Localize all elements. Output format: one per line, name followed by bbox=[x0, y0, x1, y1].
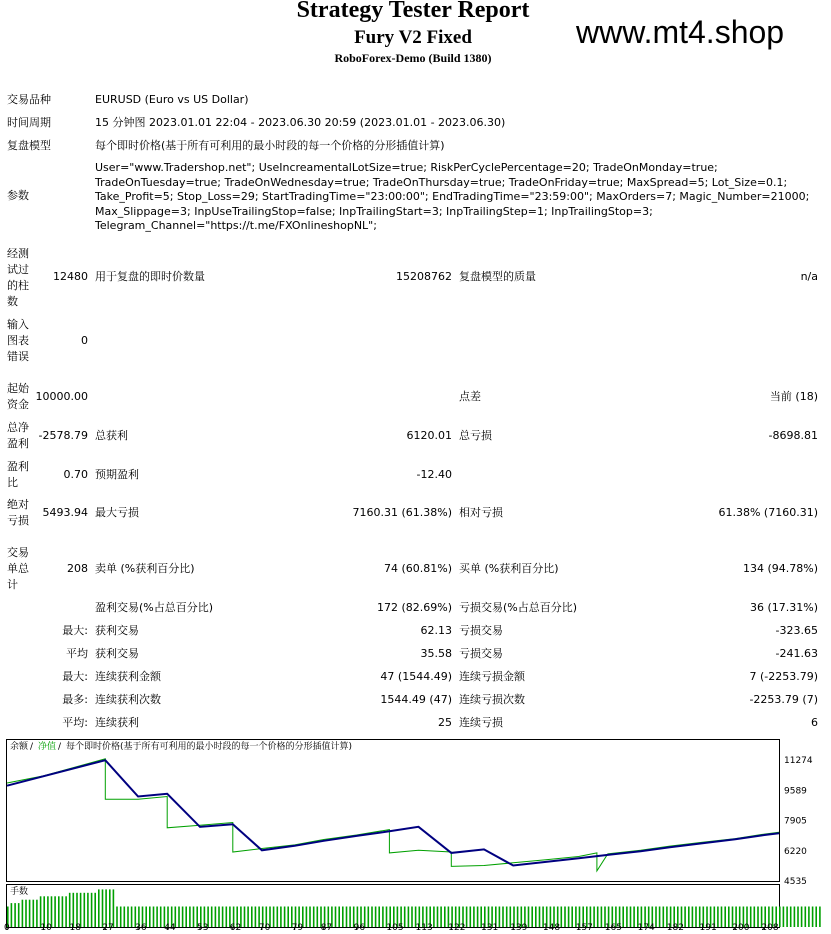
lot-bar bbox=[477, 907, 479, 928]
lot-bar bbox=[437, 907, 439, 928]
spread-label: 点差 bbox=[459, 390, 481, 403]
gross-loss-label: 总亏损 bbox=[459, 429, 492, 442]
largest-profit-label: 获利交易 bbox=[95, 624, 139, 637]
short-trades-label: 卖单 (%获利百分比) bbox=[95, 562, 195, 575]
spread-value: 当前 (18) bbox=[769, 390, 818, 403]
lot-bar bbox=[812, 907, 814, 928]
x-tick-label: 131 bbox=[481, 923, 499, 933]
lot-bar bbox=[754, 907, 756, 928]
lot-bar bbox=[815, 907, 817, 928]
lot-bar bbox=[717, 907, 719, 928]
lot-bar bbox=[29, 900, 31, 927]
lot-bar bbox=[116, 907, 118, 928]
lot-bar bbox=[189, 907, 191, 928]
lot-bar bbox=[371, 907, 373, 928]
avg-cons-label: 平均: bbox=[62, 716, 88, 729]
lot-bar bbox=[215, 907, 217, 928]
profit-factor-value: 0.70 bbox=[63, 468, 88, 481]
lot-bar bbox=[663, 907, 665, 928]
lot-bar bbox=[408, 907, 410, 928]
short-trades-value: 74 (60.81%) bbox=[383, 562, 452, 575]
avg-profit-value: 35.58 bbox=[420, 647, 452, 660]
lot-bar bbox=[440, 907, 442, 928]
lot-bar bbox=[73, 893, 75, 927]
avg-cons-win-value: 25 bbox=[438, 716, 452, 729]
lot-bar bbox=[786, 907, 788, 928]
lot-bar bbox=[222, 907, 224, 928]
params-value: User="www.Tradershop.net"; UseIncreamentalLotSize=true; RiskPerCyclePercentage=20; TradeOnMonday=true; TradeOnTuesday=true; TradeOnWednesday=true; TradeOnThursday=true; TradeOnFriday=true; MaxSpread=5; Lot_Size=0.1; Take_Profit=5; Stop_Loss=29; StartTradingTime="23:00:00"; EndTradingTime="23:59:00"; MaxOrders=7; Magic_Number=21000; Max_Slippage=3; InpUseTrailingStop=false; InpTrailingStart=3; InpTrailingStep=1; InpTrailingStop=3; Telegram_Channel="https://t.me/FXOnlineshopNL"; bbox=[95, 161, 810, 232]
lot-bar bbox=[506, 907, 508, 928]
legend-model: 每个即时价格(基于所有可利用的最小时段的每一个价格的分形插值计算) bbox=[66, 742, 353, 752]
average-label: 平均 bbox=[66, 647, 88, 660]
lot-bar bbox=[182, 907, 184, 928]
lot-bar bbox=[375, 907, 377, 928]
x-tick-label: 44 bbox=[164, 923, 176, 933]
x-tick-label: 96 bbox=[353, 923, 366, 933]
lot-bar bbox=[247, 907, 249, 928]
lot-bar bbox=[597, 907, 599, 928]
cons-wins-amt-value: 47 (1544.49) bbox=[380, 670, 452, 683]
lot-bar bbox=[346, 907, 348, 928]
lot-bar bbox=[69, 893, 71, 927]
lot-bar bbox=[808, 907, 810, 928]
lot-bar bbox=[153, 907, 155, 928]
expected-payoff-label: 预期盈利 bbox=[95, 468, 139, 481]
maximum-label: 最大: bbox=[62, 670, 88, 683]
lot-bar bbox=[779, 907, 781, 928]
x-tick-label: 113 bbox=[415, 923, 433, 933]
lot-bar bbox=[160, 907, 162, 928]
lot-bar bbox=[149, 907, 151, 928]
legend-equity: 净值 bbox=[38, 742, 57, 752]
lot-bar bbox=[185, 907, 187, 928]
x-tick-label: 200 bbox=[732, 923, 750, 933]
period-value: 15 分钟图 2023.01.01 22:04 - 2023.06.30 20:59 (2023.01.01 - 2023.06.30) bbox=[95, 116, 506, 129]
lot-bar bbox=[313, 907, 315, 928]
long-trades-label: 买单 (%获利百分比) bbox=[459, 562, 559, 575]
largest-loss-label: 亏损交易 bbox=[459, 624, 503, 637]
x-tick-label: 122 bbox=[448, 923, 466, 933]
lot-bar bbox=[444, 907, 446, 928]
lot-bar bbox=[317, 907, 319, 928]
lot-bar bbox=[113, 889, 115, 927]
quality-value: n/a bbox=[800, 270, 818, 283]
params-label: 参数 bbox=[7, 189, 29, 202]
x-tick-label: 53 bbox=[197, 923, 209, 933]
lot-bar bbox=[54, 896, 56, 927]
lot-bar bbox=[473, 907, 475, 928]
cons-loss-cnt-value: -2253.79 (7) bbox=[749, 693, 818, 706]
lot-bar bbox=[688, 907, 690, 928]
long-trades-value: 134 (94.78%) bbox=[742, 562, 818, 575]
lot-bar bbox=[750, 907, 752, 928]
lot-bar bbox=[378, 907, 380, 928]
lot-bar bbox=[102, 889, 104, 927]
profit-factor-label: 盈利比 bbox=[7, 460, 29, 489]
lot-bar bbox=[127, 907, 129, 928]
lot-bar bbox=[306, 907, 308, 928]
lot-bar bbox=[630, 907, 632, 928]
x-tick-label: 208 bbox=[761, 923, 779, 933]
errors-label: 输入图表错误 bbox=[7, 318, 29, 363]
lot-bar bbox=[790, 907, 792, 928]
loss-trades-value: 36 (17.31%) bbox=[749, 601, 818, 614]
x-tick-label: 18 bbox=[69, 923, 81, 933]
lot-bar bbox=[564, 907, 566, 928]
lot-bar bbox=[801, 907, 803, 928]
cons-profit-cnt-value: 1544.49 (47) bbox=[380, 693, 452, 706]
lot-bar bbox=[109, 889, 111, 927]
x-tick-label: 0 bbox=[4, 923, 10, 933]
legend-balance: 余额 bbox=[10, 742, 29, 752]
x-tick-label: 79 bbox=[291, 923, 304, 933]
lot-bar bbox=[466, 907, 468, 928]
lot-bar bbox=[433, 907, 435, 928]
gross-loss-value: -8698.81 bbox=[768, 429, 818, 442]
lot-bar bbox=[251, 907, 253, 928]
bars-label: 经测试过的柱数 bbox=[7, 247, 29, 308]
x-tick-label: 182 bbox=[666, 923, 684, 933]
lot-bar bbox=[91, 893, 93, 927]
lot-bar bbox=[120, 907, 122, 928]
deposit-label: 起始资金 bbox=[7, 382, 29, 411]
lot-bar bbox=[335, 907, 337, 928]
lot-bar bbox=[284, 907, 286, 928]
lot-bar bbox=[797, 907, 799, 928]
lot-bar bbox=[33, 900, 35, 927]
lot-bar bbox=[84, 893, 86, 927]
largest-label: 最大: bbox=[62, 624, 88, 637]
lot-bar bbox=[124, 907, 126, 928]
ticks-value: 15208762 bbox=[396, 270, 452, 283]
lot-bar bbox=[568, 907, 570, 928]
x-tick-label: 105 bbox=[386, 923, 404, 933]
lot-bar bbox=[411, 907, 413, 928]
lot-bar bbox=[805, 907, 807, 928]
lot-bar bbox=[76, 893, 78, 927]
x-tick-label: 191 bbox=[699, 923, 717, 933]
report-title: Strategy Tester Report bbox=[296, 0, 530, 23]
lot-bar bbox=[659, 907, 661, 928]
lot-bar bbox=[22, 900, 24, 927]
lot-bar bbox=[14, 903, 16, 927]
lot-bar bbox=[156, 907, 158, 928]
y-tick-label: 11274 bbox=[784, 756, 813, 767]
lot-bar bbox=[277, 907, 279, 928]
cons-loss-cnt-label: 连续亏损次数 bbox=[459, 693, 525, 706]
symbol-label: 交易品种 bbox=[7, 93, 51, 106]
lot-bar bbox=[655, 907, 657, 928]
model-label: 复盘模型 bbox=[7, 139, 51, 152]
lot-bar bbox=[633, 907, 635, 928]
x-tick-label: 87 bbox=[320, 923, 333, 933]
net-profit-label: 总净盈利 bbox=[7, 421, 29, 450]
brand-watermark: www.mt4.shop bbox=[576, 14, 785, 50]
lot-bar bbox=[80, 893, 82, 927]
lot-bar bbox=[62, 896, 64, 927]
lot-bar bbox=[211, 907, 213, 928]
x-tick-label: 174 bbox=[637, 923, 655, 933]
avg-cons-loss-label: 连续亏损 bbox=[459, 716, 503, 729]
lot-bar bbox=[622, 907, 624, 928]
profit-trades-value: 172 (82.69%) bbox=[376, 601, 452, 614]
lot-bar bbox=[819, 907, 821, 928]
lot-bar bbox=[382, 907, 384, 928]
lot-bar bbox=[244, 907, 246, 928]
main-plot-frame bbox=[7, 740, 780, 882]
quality-label: 复盘模型的质量 bbox=[459, 270, 536, 283]
ea-name: Fury V2 Fixed bbox=[354, 27, 472, 48]
lot-bar bbox=[539, 907, 541, 928]
lot-bar bbox=[692, 907, 694, 928]
lot-bar bbox=[105, 889, 107, 927]
lot-bar bbox=[98, 889, 100, 927]
x-tick-label: 139 bbox=[510, 923, 528, 933]
cons-wins-amt-label: 连续获利金额 bbox=[95, 670, 161, 683]
lot-bar bbox=[561, 907, 563, 928]
lot-bar bbox=[226, 907, 228, 928]
avg-cons-win-label: 连续获利 bbox=[95, 716, 139, 729]
legend-sep-1: / bbox=[30, 742, 34, 752]
lot-bar bbox=[94, 893, 96, 927]
lot-bar bbox=[601, 907, 603, 928]
lot-bar bbox=[470, 907, 472, 928]
lot-bar bbox=[342, 907, 344, 928]
lot-bar bbox=[273, 907, 275, 928]
lot-bar bbox=[25, 900, 27, 927]
avg-cons-loss-value: 6 bbox=[811, 716, 818, 729]
lot-bar bbox=[499, 907, 501, 928]
lot-bar bbox=[571, 907, 573, 928]
lot-bar bbox=[11, 903, 13, 927]
lot-bar bbox=[794, 907, 796, 928]
total-trades-value: 208 bbox=[67, 562, 88, 575]
rel-drawdown-value: 61.38% (7160.31) bbox=[718, 506, 818, 519]
lot-bar bbox=[36, 900, 38, 927]
lot-bar bbox=[287, 907, 289, 928]
ticks-label: 用于复盘的即时价数量 bbox=[95, 270, 205, 283]
largest-profit-value: 62.13 bbox=[420, 624, 452, 637]
lot-bar bbox=[728, 907, 730, 928]
balance-chart bbox=[6, 739, 828, 931]
lot-bar bbox=[783, 907, 785, 928]
lot-bar bbox=[218, 907, 220, 928]
lot-bar bbox=[404, 907, 406, 928]
model-value: 每个即时价格(基于所有可利用的最小时段的每一个价格的分形插值计算) bbox=[95, 139, 445, 152]
expected-payoff-value: -12.40 bbox=[416, 468, 452, 481]
net-profit-value: -2578.79 bbox=[38, 429, 88, 442]
gross-profit-label: 总获利 bbox=[95, 429, 128, 442]
lot-bar bbox=[178, 907, 180, 928]
symbol-value: EURUSD (Euro vs US Dollar) bbox=[95, 93, 249, 106]
lot-bar bbox=[757, 907, 759, 928]
cons-loss-amt-label: 连续亏损金额 bbox=[459, 670, 525, 683]
lot-bar bbox=[58, 896, 60, 927]
lot-bar bbox=[724, 907, 726, 928]
largest-loss-value: -323.65 bbox=[775, 624, 818, 637]
x-tick-label: 62 bbox=[229, 923, 242, 933]
lot-bar bbox=[193, 907, 195, 928]
lot-bar bbox=[684, 907, 686, 928]
lot-bar bbox=[65, 896, 67, 927]
lot-bar bbox=[535, 907, 537, 928]
lot-bar bbox=[502, 907, 504, 928]
lot-bar bbox=[280, 907, 282, 928]
maximal-label: 最多: bbox=[62, 693, 88, 706]
x-tick-label: 165 bbox=[604, 923, 622, 933]
avg-profit-label: 获利交易 bbox=[95, 647, 139, 660]
legend-sep-2: / bbox=[58, 742, 62, 752]
x-tick-label: 36 bbox=[135, 923, 147, 933]
lot-bar bbox=[626, 907, 628, 928]
period-label: 时间周期 bbox=[7, 116, 51, 129]
abs-drawdown-value: 5493.94 bbox=[42, 506, 88, 519]
lot-bar bbox=[131, 907, 133, 928]
cons-loss-amt-value: 7 (-2253.79) bbox=[749, 670, 818, 683]
x-tick-label: 148 bbox=[542, 923, 561, 933]
abs-drawdown-label: 绝对亏损 bbox=[7, 498, 29, 527]
lot-bar bbox=[255, 907, 257, 928]
total-trades-label: 交易单总计 bbox=[7, 546, 29, 591]
lot-bar bbox=[531, 907, 533, 928]
max-drawdown-value: 7160.31 (61.38%) bbox=[352, 506, 452, 519]
avg-loss-label: 亏损交易 bbox=[459, 647, 503, 660]
lot-bar bbox=[721, 907, 723, 928]
x-tick-label: 70 bbox=[258, 923, 271, 933]
lot-bar bbox=[695, 907, 697, 928]
x-tick-label: 157 bbox=[575, 923, 593, 933]
errors-value: 0 bbox=[81, 334, 88, 347]
gross-profit-value: 6120.01 bbox=[406, 429, 452, 442]
lot-bar bbox=[18, 903, 20, 927]
lot-bar bbox=[593, 907, 595, 928]
y-tick-label: 6220 bbox=[784, 846, 807, 857]
y-tick-label: 4535 bbox=[784, 877, 807, 887]
cons-profit-cnt-label: 连续获利次数 bbox=[95, 693, 161, 706]
server-name: RoboForex-Demo (Build 1380) bbox=[334, 51, 492, 65]
x-tick-label: 10 bbox=[40, 923, 52, 933]
profit-trades-label: 盈利交易(%占总百分比) bbox=[95, 601, 214, 614]
loss-trades-label: 亏损交易(%占总百分比) bbox=[459, 601, 578, 614]
y-tick-label: 7905 bbox=[784, 816, 807, 827]
max-drawdown-label: 最大亏损 bbox=[95, 506, 139, 519]
deposit-value: 10000.00 bbox=[35, 390, 88, 403]
lot-bar bbox=[87, 893, 89, 927]
avg-loss-value: -241.63 bbox=[775, 647, 818, 660]
x-tick-label: 27 bbox=[102, 923, 114, 933]
lot-bar bbox=[309, 907, 311, 928]
lot-bar bbox=[528, 907, 530, 928]
bars-value: 12480 bbox=[53, 270, 88, 283]
y-tick-label: 9589 bbox=[784, 786, 807, 797]
lot-bar bbox=[368, 907, 370, 928]
lot-bar bbox=[338, 907, 340, 928]
lot-bar bbox=[349, 907, 351, 928]
legend-lots: 手数 bbox=[10, 887, 29, 897]
rel-drawdown-label: 相对亏损 bbox=[459, 506, 503, 519]
